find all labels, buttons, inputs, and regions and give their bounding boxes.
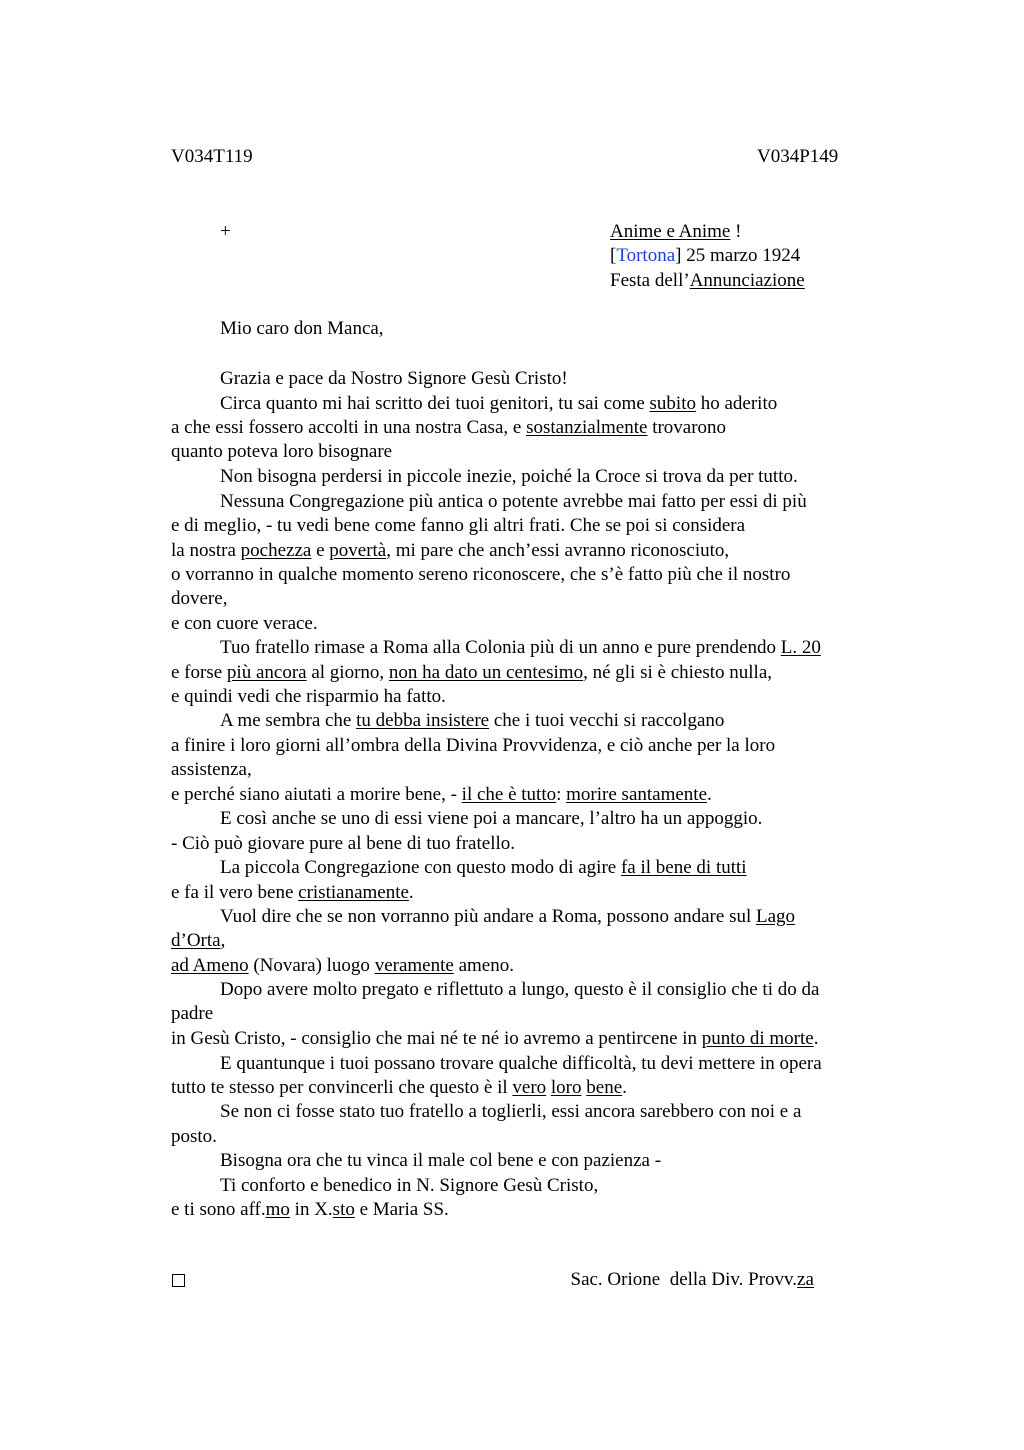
text-run: in Gesù Cristo, - consiglio che mai né te né io avremo a pentircene in xyxy=(171,1028,702,1049)
text-run: e fa il vero bene xyxy=(171,882,299,903)
body-line-15 xyxy=(220,709,724,733)
body-line-7: e di meglio, - tu vedi bene come fanno gli altri frati. Che se poi si considera xyxy=(171,515,746,536)
text-run: . xyxy=(622,1077,627,1098)
underlined-run: non ha dato un centesimo xyxy=(388,662,584,683)
underlined-run: più ancora xyxy=(226,662,307,683)
body-line-22 xyxy=(171,881,414,905)
underlined-run: L. 20 xyxy=(780,637,821,658)
underlined-run: sto xyxy=(332,1199,355,1220)
body-line-24 xyxy=(171,929,225,953)
text-run: al giorno, xyxy=(306,662,389,683)
body-line-31: Se non ci fosse stato tuo fratello a toglierli, essi ancora sarebbero con noi e a xyxy=(220,1101,802,1122)
underlined-run: povertà xyxy=(329,540,387,561)
body-line-21 xyxy=(220,856,747,880)
body-line-20: - Ciò può giovare pure al bene di tuo fratello. xyxy=(171,833,516,854)
underlined-run: mo xyxy=(265,1199,290,1220)
text-run: e forse xyxy=(171,662,227,683)
underlined-run: veramente xyxy=(374,955,454,976)
text-run: in X. xyxy=(289,1199,333,1220)
salutation: Mio caro don Manca, xyxy=(220,318,384,339)
place-date-line xyxy=(610,245,800,267)
signature xyxy=(561,1247,814,1291)
text-run: ho aderito xyxy=(695,393,778,414)
body-line-5: Non bisogna perdersi in piccole inezie, poiché la Croce si trova da per tutto. xyxy=(220,466,798,487)
text-run: la nostra xyxy=(171,540,241,561)
body-line-28 xyxy=(171,1027,818,1051)
document-code-left: V034T119 xyxy=(171,146,253,167)
text-run: (Novara) luogo xyxy=(248,955,375,976)
text-run: e ti sono aff. xyxy=(171,1199,266,1220)
text-run: Vuol dire che se non vorranno più andare a Roma, possono andare sul xyxy=(220,906,756,927)
body-line-19: E così anche se uno di essi viene poi a mancare, l’altro ha un appoggio. xyxy=(220,808,763,829)
text-run: , né gli si è chiesto nulla, xyxy=(583,662,772,683)
underlined-run: morire santamente xyxy=(566,784,708,805)
motto-line xyxy=(610,221,741,243)
place-bracket-open: [ xyxy=(610,245,617,266)
body-line-27: padre xyxy=(171,1003,214,1024)
body-line-11: e con cuore verace. xyxy=(171,613,318,634)
text-run: Tuo fratello rimase a Roma alla Colonia più di un anno e pure prendendo xyxy=(220,637,781,658)
underlined-run: cristianamente xyxy=(298,882,409,903)
body-line-10: dovere, xyxy=(171,588,228,609)
body-line-32: posto. xyxy=(171,1126,217,1147)
text-run: e Maria SS. xyxy=(354,1199,449,1220)
body-line-8 xyxy=(171,539,729,563)
place-name: Tortona xyxy=(616,245,676,266)
body-line-4: quanto poteva loro bisognare xyxy=(171,441,393,462)
underlined-run: fa il bene di tutti xyxy=(620,857,747,878)
document-code-right: V034P149 xyxy=(757,146,839,167)
underlined-run: pochezza xyxy=(240,540,312,561)
motto-suffix: ! xyxy=(730,221,742,242)
text-run: La piccola Congregazione con questo modo di agire xyxy=(220,857,621,878)
body-line-13 xyxy=(171,661,772,685)
text-run: che i tuoi vecchi si raccolgano xyxy=(489,710,725,731)
underlined-run: punto di morte xyxy=(701,1028,814,1049)
letter-date: 25 marzo 1924 xyxy=(681,245,801,266)
text-run: a che essi fossero accolti in una nostra Casa, e xyxy=(171,417,527,438)
body-line-17: assistenza, xyxy=(171,759,252,780)
text-run: : xyxy=(556,784,567,805)
text-run: , xyxy=(220,930,226,951)
body-line-34: Ti conforto e benedico in N. Signore Gesù Cristo, xyxy=(220,1175,599,1196)
body-line-29: E quantunque i tuoi possano trovare qualche difficoltà, tu devi mettere in opera xyxy=(220,1053,822,1074)
place-bracket-close: ] xyxy=(675,245,682,266)
text-run: ameno. xyxy=(453,955,514,976)
text-run: . xyxy=(707,784,712,805)
text-run: . xyxy=(813,1028,819,1049)
motto-text: Anime e Anime xyxy=(610,221,731,242)
cross-mark: + xyxy=(220,221,231,242)
underlined-run: il che è tutto xyxy=(461,784,557,805)
body-line-1: Grazia e pace da Nostro Signore Gesù Cristo! xyxy=(220,368,568,389)
body-line-33: Bisogna ora che tu vinca il male col bene e con pazienza - xyxy=(220,1150,662,1171)
body-line-12 xyxy=(220,636,821,660)
feast-name: Annunciazione xyxy=(689,270,805,291)
body-line-18 xyxy=(171,783,712,807)
text-run: trovarono xyxy=(647,417,727,438)
text-run: e perché siano aiutati a morire bene, - xyxy=(171,784,462,805)
empty-square-icon xyxy=(172,1274,185,1287)
body-line-9: o vorranno in qualche momento sereno riconoscere, che s’è fatto più che il nostro xyxy=(171,564,791,585)
body-line-25 xyxy=(171,954,514,978)
text-run: A me sembra che xyxy=(220,710,357,731)
body-line-23 xyxy=(220,905,795,929)
signature-text: Sac. Orione della Div. Provv. xyxy=(570,1269,798,1290)
body-line-3 xyxy=(171,416,726,440)
feast-line xyxy=(610,270,805,292)
underlined-run: sostanzialmente xyxy=(526,417,648,438)
text-run: . xyxy=(408,882,414,903)
text-run: e xyxy=(311,540,330,561)
body-line-6: Nessuna Congregazione più antica o potente avrebbe mai fatto per essi di più xyxy=(220,491,807,512)
text-run: Circa quanto mi hai scritto dei tuoi genitori, tu sai come xyxy=(220,393,650,414)
body-line-14: e quindi vedi che risparmio ha fatto. xyxy=(171,686,446,707)
body-line-35 xyxy=(171,1198,449,1222)
body-line-2 xyxy=(220,392,777,416)
text-run: , mi pare che anch’essi avranno riconosciuto, xyxy=(386,540,730,561)
underlined-run: tu debba insistere xyxy=(356,710,490,731)
underlined-run: ad Ameno xyxy=(171,955,249,976)
underlined-run: loro xyxy=(550,1077,582,1098)
body-line-26: Dopo avere molto pregato e riflettuto a lungo, questo è il consiglio che ti do da xyxy=(220,979,820,1000)
body-line-16: a finire i loro giorni all’ombra della Divina Provvidenza, e ciò anche per la loro xyxy=(171,735,776,756)
underlined-run: Lago xyxy=(756,906,796,927)
underlined-run: vero xyxy=(512,1077,547,1098)
text-run: tutto te stesso per convincerli che questo è il xyxy=(171,1077,513,1098)
body-line-30 xyxy=(171,1076,627,1100)
signature-suffix: za xyxy=(797,1269,814,1290)
underlined-run: d’Orta xyxy=(171,930,221,951)
feast-prefix: Festa dell’ xyxy=(610,270,690,291)
underlined-run: subito xyxy=(649,393,696,414)
underlined-run: bene xyxy=(586,1077,623,1098)
